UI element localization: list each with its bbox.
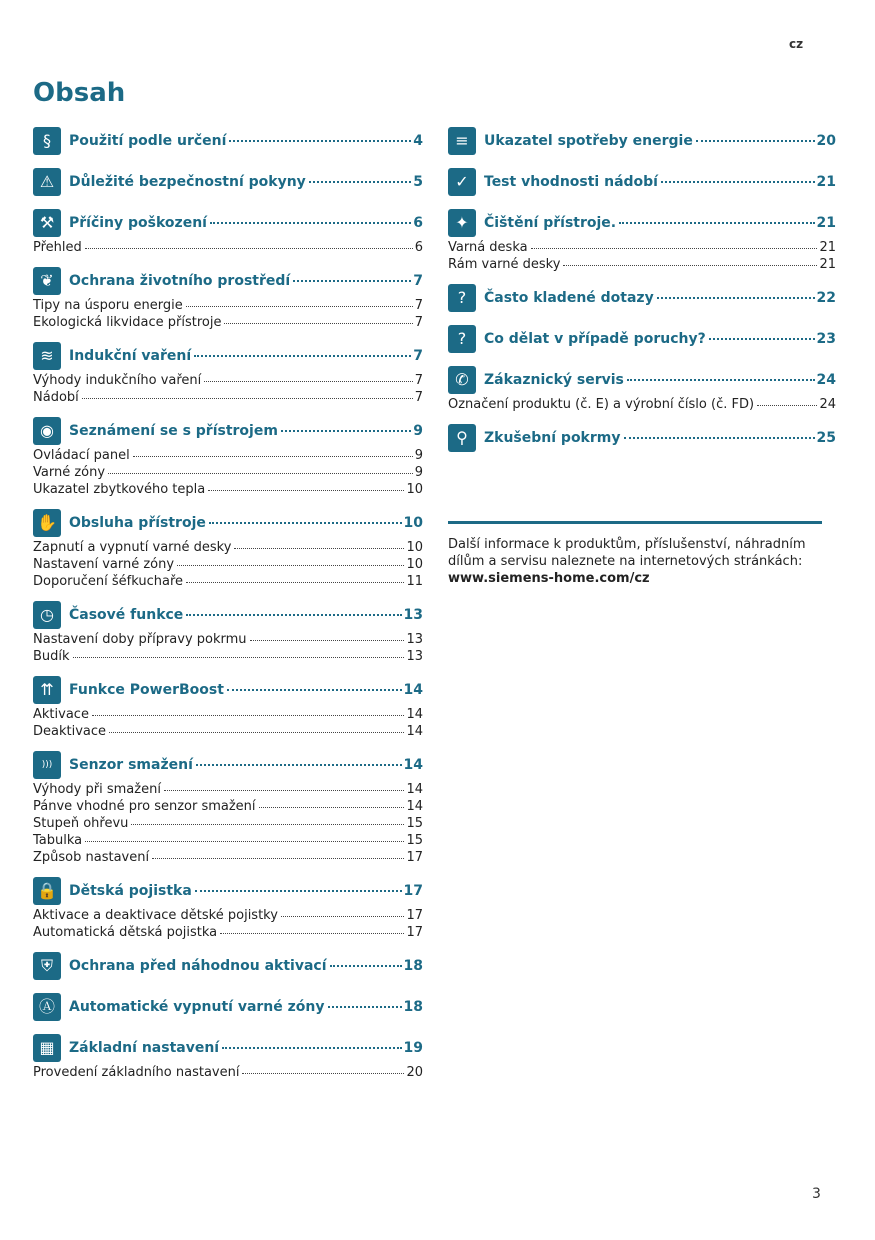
- toc-subentry-page: 10: [406, 557, 423, 572]
- toc-subentry-page: 20: [406, 1065, 423, 1080]
- page-title: Obsah: [33, 78, 126, 108]
- toc-subentry[interactable]: [448, 239, 836, 256]
- dot-leader: [281, 430, 411, 432]
- toc-section-title-line: [69, 999, 423, 1015]
- toc-section: [33, 507, 423, 590]
- toc-subentry-page: 15: [406, 816, 423, 831]
- dot-leader: [194, 355, 411, 357]
- page-number: 3: [812, 1186, 821, 1202]
- toc-subentry-page: 15: [406, 833, 423, 848]
- toc-section-title: Často kladené dotazy: [484, 290, 654, 306]
- toc-section-title-line: [484, 215, 836, 231]
- toc-section: [33, 599, 423, 665]
- dot-leader: [109, 732, 404, 733]
- toc-section-heading[interactable]: [33, 340, 423, 372]
- toc-section-page: 6: [413, 215, 423, 231]
- toc-subentry-label: Ukazatel zbytkového tepla: [33, 482, 206, 497]
- toc-section: [33, 207, 423, 256]
- toc-subentry-page: 6: [414, 240, 423, 255]
- toc-section-title-line: [69, 607, 423, 623]
- toc-subentry-page: 14: [406, 782, 423, 797]
- leaf-icon: ❦: [33, 267, 61, 295]
- toc-subentry-label: Výhody indukčního vaření: [33, 373, 202, 388]
- dot-leader: [281, 916, 405, 917]
- toc-section-title: Příčiny poškození: [69, 215, 207, 231]
- toc-subentry-page: 7: [414, 390, 423, 405]
- toc-section: [33, 749, 423, 866]
- toc-subentry-page: 11: [406, 574, 423, 589]
- cookware-test-icon: ✓: [448, 168, 476, 196]
- toc-section-page: 13: [403, 607, 423, 623]
- toc-section-title-line: [69, 883, 423, 899]
- grid-settings-icon: ▦: [33, 1034, 61, 1062]
- toc-subentry-label: Doporučení šéfkuchaře: [33, 574, 184, 589]
- toc-section-page: 22: [816, 290, 836, 306]
- toc-section-title: Funkce PowerBoost: [69, 682, 224, 698]
- hand-operation-icon: ✋: [33, 509, 61, 537]
- toc-subentry-page: 14: [406, 799, 423, 814]
- toc-section-heading[interactable]: [33, 875, 423, 907]
- toc-section-title: Důležité bezpečnostní pokyny: [69, 174, 306, 190]
- toc-section-heading[interactable]: [448, 207, 836, 239]
- toc-section-heading[interactable]: [448, 323, 836, 355]
- frying-sensor-icon: ))): [33, 751, 61, 779]
- toc-subentry-page: 21: [819, 240, 836, 255]
- toc-subentry-page: 21: [819, 257, 836, 272]
- dot-leader: [131, 824, 404, 825]
- toc-section-heading[interactable]: [33, 415, 423, 447]
- toc-section-title: Ochrana životního prostředí: [69, 273, 291, 289]
- dot-leader: [222, 1047, 401, 1049]
- toc-subentry[interactable]: [448, 256, 836, 273]
- dot-leader: [164, 790, 405, 791]
- dot-leader: [619, 222, 814, 224]
- toc-subentry[interactable]: [33, 539, 423, 556]
- toc-subentry-label: Pánve vhodné pro senzor smažení: [33, 799, 256, 814]
- toc-section-title: Ukazatel spotřeby energie: [484, 133, 693, 149]
- toc-subentry[interactable]: [33, 832, 423, 849]
- toc-subentry-label: Aktivace a deaktivace dětské pojistky: [33, 908, 278, 923]
- dot-leader: [195, 890, 402, 892]
- dot-leader: [209, 522, 402, 524]
- dot-leader: [227, 689, 402, 691]
- divider-rule: [448, 521, 822, 524]
- toc-section-page: 7: [413, 273, 423, 289]
- toc-section: [33, 125, 423, 157]
- lock-icon: 🔒: [33, 877, 61, 905]
- toc-subentry-page: 17: [406, 908, 423, 923]
- toc-subentry[interactable]: [33, 372, 423, 389]
- toc-section-heading[interactable]: [33, 507, 423, 539]
- toc-subentry-page: 14: [406, 707, 423, 722]
- toc-subentry[interactable]: [448, 396, 836, 413]
- toc-section-page: 19: [403, 1040, 423, 1056]
- toc-section: [33, 265, 423, 331]
- toc-subentry[interactable]: [33, 849, 423, 866]
- energy-bars-icon: ≡: [448, 127, 476, 155]
- toc-section: [448, 125, 836, 157]
- toc-section-heading[interactable]: [33, 950, 423, 982]
- tasting-spoon-icon: ⚲: [448, 424, 476, 452]
- toc-section-title-line: [484, 430, 836, 446]
- toc-subentry-label: Varné zóny: [33, 465, 106, 480]
- toc-subentry-label: Způsob nastavení: [33, 850, 150, 865]
- toc-subentry-label: Deaktivace: [33, 724, 107, 739]
- dot-leader: [186, 582, 404, 583]
- dot-leader: [709, 338, 815, 340]
- dot-leader: [210, 222, 411, 224]
- toc-section-title: Senzor smažení: [69, 757, 193, 773]
- toc-section: [448, 282, 836, 314]
- toc-subentry-label: Tabulka: [33, 833, 83, 848]
- toc-subentry-page: 7: [414, 315, 423, 330]
- induction-coil-icon: ≋: [33, 342, 61, 370]
- warning-triangle-icon: ⚠: [33, 168, 61, 196]
- toc-section: [448, 207, 836, 273]
- toc-section: [448, 364, 836, 413]
- toc-section-title-line: [69, 273, 423, 289]
- toc-subentry-page: 9: [414, 465, 423, 480]
- toc-section-title-line: [69, 215, 423, 231]
- toc-subentry[interactable]: [33, 447, 423, 464]
- toc-subentry[interactable]: [33, 1064, 423, 1081]
- dot-leader: [563, 265, 817, 266]
- toc-section-title: Co dělat v případě poruchy?: [484, 331, 706, 347]
- toc-subentry[interactable]: [33, 481, 423, 498]
- toc-subentry-label: Budík: [33, 649, 70, 664]
- toc-subentry-label: Zapnutí a vypnutí varné desky: [33, 540, 232, 555]
- dot-leader: [328, 1006, 402, 1008]
- toc-subentry-label: Rám varné desky: [448, 257, 561, 272]
- toc-section-heading[interactable]: [448, 125, 836, 157]
- toc-subentry-page: 10: [406, 540, 423, 555]
- toc-section-heading[interactable]: [448, 422, 836, 454]
- toc-subentry[interactable]: [33, 815, 423, 832]
- toc-section: [33, 674, 423, 740]
- toc-subentry-page: 13: [406, 649, 423, 664]
- toc-section-title: Zákaznický servis: [484, 372, 624, 388]
- toc-subentry-label: Nastavení varné zóny: [33, 557, 175, 572]
- toc-section-title: Indukční vaření: [69, 348, 192, 364]
- dot-leader: [186, 614, 401, 616]
- toc-section-page: 9: [413, 423, 423, 439]
- toc-section-title-line: [69, 423, 423, 439]
- toc-section-heading[interactable]: [448, 166, 836, 198]
- auto-off-icon: Ⓐ: [33, 993, 61, 1021]
- faq-document-icon: ?: [448, 284, 476, 312]
- toc-subentry[interactable]: [33, 907, 423, 924]
- dot-leader: [82, 398, 413, 399]
- toc-section-heading[interactable]: [33, 599, 423, 631]
- toc-subentry[interactable]: [33, 314, 423, 331]
- toc-section-page: 25: [816, 430, 836, 446]
- dot-leader: [152, 858, 404, 859]
- toc-section-title: Ochrana před náhodnou aktivací: [69, 958, 327, 974]
- toc-section: [33, 166, 423, 198]
- toc-section-title: Základní nastavení: [69, 1040, 220, 1056]
- toc-subentry-page: 7: [414, 373, 423, 388]
- toc-subentry[interactable]: [33, 781, 423, 798]
- toc-section-page: 21: [816, 215, 836, 231]
- toc-section-page: 14: [403, 757, 423, 773]
- cleaning-hand-icon: ✦: [448, 209, 476, 237]
- toc-section-heading[interactable]: [33, 207, 423, 239]
- dot-leader: [259, 807, 405, 808]
- toc-section: [448, 422, 836, 454]
- toc-section-title: Test vhodnosti nádobí: [484, 174, 658, 190]
- toc-section-title-line: [484, 290, 836, 306]
- toc-section-title-line: [484, 331, 836, 347]
- toc-section-heading[interactable]: [448, 282, 836, 314]
- hammer-damage-icon: ⚒: [33, 209, 61, 237]
- toc-subentry-page: 7: [414, 298, 423, 313]
- shield-hand-icon: ⛨: [33, 952, 61, 980]
- toc-left-column: [33, 125, 423, 1090]
- toc-section-page: 18: [403, 958, 423, 974]
- toc-section-page: 24: [816, 372, 836, 388]
- toc-subentry-label: Aktivace: [33, 707, 89, 722]
- toc-section: [33, 1032, 423, 1081]
- toc-subentry[interactable]: [33, 798, 423, 815]
- eye-icon: ◉: [33, 417, 61, 445]
- toc-section-title: Obsluha přístroje: [69, 515, 206, 531]
- website-link[interactable]: www.siemens-home.com/cz: [448, 571, 650, 586]
- paragraph-hand-icon: §: [33, 127, 61, 155]
- toc-section-page: 4: [413, 133, 423, 149]
- dot-leader: [85, 841, 404, 842]
- toc-section-page: 20: [816, 133, 836, 149]
- toc-subentry-label: Ekologická likvidace přístroje: [33, 315, 222, 330]
- clock-icon: ◷: [33, 601, 61, 629]
- toc-section-heading[interactable]: [33, 166, 423, 198]
- toc-section-title-line: [69, 1040, 423, 1056]
- toc-right-column: [448, 125, 836, 463]
- toc-section-title-line: [69, 958, 423, 974]
- toc-section-page: 23: [816, 331, 836, 347]
- toc-section-title: Čištění přístroje.: [484, 215, 617, 231]
- toc-section-title-line: [484, 372, 836, 388]
- toc-subentry-page: 14: [406, 724, 423, 739]
- dot-leader: [242, 1073, 404, 1074]
- toc-section-title-line: [484, 174, 836, 190]
- toc-section: [33, 415, 423, 498]
- toc-section-heading[interactable]: [448, 364, 836, 396]
- toc-subentry-label: Ovládací panel: [33, 448, 130, 463]
- toc-section-title-line: [69, 174, 423, 190]
- dot-leader: [133, 456, 413, 457]
- toc-section-page: 21: [816, 174, 836, 190]
- toc-section-title: Zkušební pokrmy: [484, 430, 621, 446]
- toc-section: [448, 323, 836, 355]
- toc-subentry-label: Přehled: [33, 240, 82, 255]
- toc-section-page: 7: [413, 348, 423, 364]
- toc-subentry-page: 9: [414, 448, 423, 463]
- dot-leader: [293, 280, 411, 282]
- toc-section-title-line: [69, 133, 423, 149]
- more-info-block: [448, 536, 828, 587]
- pot-boost-icon: ⇈: [33, 676, 61, 704]
- dot-leader: [229, 140, 411, 142]
- toc-section-title-line: [69, 515, 423, 531]
- dot-leader: [757, 405, 817, 406]
- toc-section-page: 14: [403, 682, 423, 698]
- toc-section-page: 17: [403, 883, 423, 899]
- dot-leader: [108, 473, 413, 474]
- dot-leader: [208, 490, 404, 491]
- toc-section-page: 10: [403, 515, 423, 531]
- toc-section: [33, 991, 423, 1023]
- dot-leader: [330, 965, 402, 967]
- toc-subentry-label: Automatická dětská pojistka: [33, 925, 218, 940]
- toc-section: [33, 950, 423, 982]
- language-code: cz: [789, 37, 804, 51]
- dot-leader: [85, 248, 413, 249]
- toc-subentry[interactable]: [33, 464, 423, 481]
- dot-leader: [627, 379, 815, 381]
- toc-section-title-line: [484, 133, 836, 149]
- toc-subentry-label: Označení produktu (č. E) a výrobní číslo (č. FD): [448, 397, 755, 412]
- toc-section-heading[interactable]: [33, 674, 423, 706]
- toc-subentry[interactable]: [33, 556, 423, 573]
- toc-subentry-label: Varná deska: [448, 240, 528, 255]
- toc-section: [33, 340, 423, 406]
- toc-subentry[interactable]: [33, 389, 423, 406]
- toc-section-title: Časové funkce: [69, 607, 184, 623]
- dot-leader: [92, 715, 405, 716]
- toc-section-heading[interactable]: [33, 125, 423, 157]
- dot-leader: [73, 657, 405, 658]
- toc-section-page: 18: [403, 999, 423, 1015]
- toc-section-heading[interactable]: [33, 749, 423, 781]
- toc-section-title: Dětská pojistka: [69, 883, 192, 899]
- toc-section: [448, 166, 836, 198]
- toc-subentry-label: Nádobí: [33, 390, 79, 405]
- dot-leader: [196, 764, 402, 766]
- toc-subentry-label: Tipy na úsporu energie: [33, 298, 183, 313]
- toc-subentry[interactable]: [33, 631, 423, 648]
- toc-subentry[interactable]: [33, 723, 423, 740]
- toc-section: [33, 875, 423, 941]
- toc-subentry-page: 13: [406, 632, 423, 647]
- dot-leader: [657, 297, 815, 299]
- toc-subentry-label: Provedení základního nastavení: [33, 1065, 240, 1080]
- toc-subentry-label: Výhody při smažení: [33, 782, 161, 797]
- toc-section-title: Použití podle určení: [69, 133, 227, 149]
- toc-section-title-line: [69, 682, 423, 698]
- dot-leader: [250, 640, 405, 641]
- more-info-text: Další informace k produktům, příslušenství, náhradním dílům a servisu naleznete na internetových stránkách:: [448, 537, 806, 569]
- toc-section-heading[interactable]: [33, 991, 423, 1023]
- question-icon: ?: [448, 325, 476, 353]
- toc-section-title-line: [69, 348, 423, 364]
- toc-subentry[interactable]: [33, 297, 423, 314]
- toc-subentry-label: Stupeň ohřevu: [33, 816, 129, 831]
- toc-subentry-page: 17: [406, 925, 423, 940]
- dot-leader: [624, 437, 815, 439]
- dot-leader: [696, 140, 815, 142]
- toc-section-page: 5: [413, 174, 423, 190]
- dot-leader: [531, 248, 818, 249]
- toc-subentry-label: Nastavení doby přípravy pokrmu: [33, 632, 247, 647]
- toc-subentry[interactable]: [33, 573, 423, 590]
- dot-leader: [234, 548, 404, 549]
- dot-leader: [186, 306, 413, 307]
- toc-section-title: Seznámení se s přístrojem: [69, 423, 278, 439]
- toc-section-title-line: [69, 757, 423, 773]
- toc-subentry-page: 24: [819, 397, 836, 412]
- toc-section-heading[interactable]: [33, 1032, 423, 1064]
- dot-leader: [204, 381, 412, 382]
- toc-subentry-page: 17: [406, 850, 423, 865]
- toc-section-heading[interactable]: [33, 265, 423, 297]
- dot-leader: [661, 181, 815, 183]
- toc-section-title: Automatické vypnutí varné zóny: [69, 999, 325, 1015]
- toc-subentry[interactable]: [33, 706, 423, 723]
- dot-leader: [220, 933, 404, 934]
- dot-leader: [177, 565, 404, 566]
- toc-subentry[interactable]: [33, 239, 423, 256]
- toc-subentry-page: 10: [406, 482, 423, 497]
- toc-subentry[interactable]: [33, 924, 423, 941]
- dot-leader: [224, 323, 412, 324]
- toc-subentry[interactable]: [33, 648, 423, 665]
- phone-icon: ✆: [448, 366, 476, 394]
- dot-leader: [309, 181, 411, 183]
